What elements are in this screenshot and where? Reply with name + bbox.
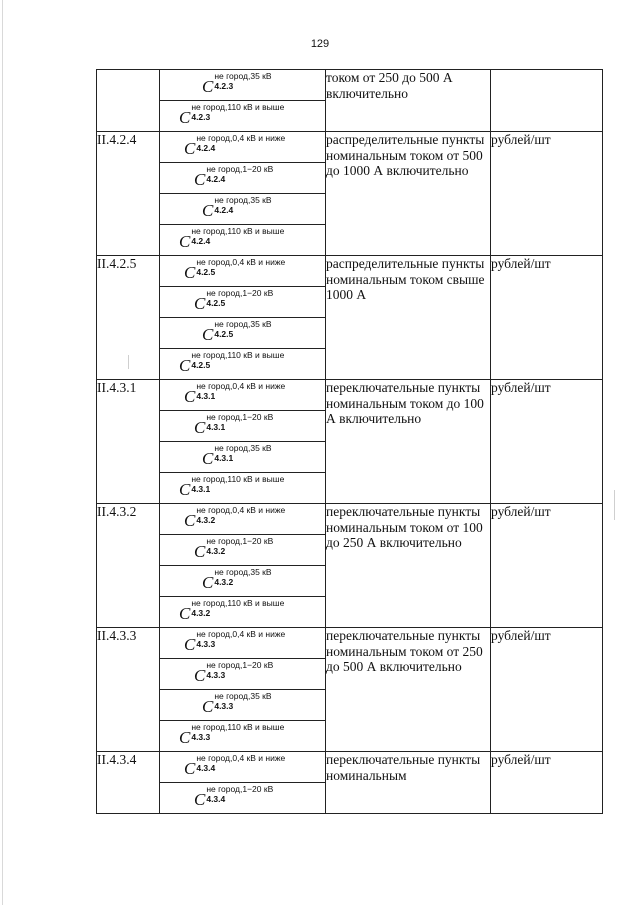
formula-superscript: не город,1−20 кВ <box>206 288 274 298</box>
scan-mark <box>614 490 615 520</box>
formula-scripts <box>191 350 284 370</box>
formula-scripts <box>214 319 271 339</box>
table-row <box>97 132 603 163</box>
scan-edge-line <box>2 0 3 905</box>
formula-superscript: не город,110 кВ и выше <box>191 226 285 236</box>
formula-superscript: не город,35 кВ <box>214 567 272 577</box>
formula-cell <box>160 318 326 349</box>
formula-subscript: 4.3.1 <box>191 484 211 494</box>
formula-symbol: C <box>179 232 191 251</box>
formula-subscript: 4.2.5 <box>206 298 226 308</box>
formula-scripts <box>206 164 273 184</box>
formula-symbol: C <box>184 263 196 282</box>
formula-superscript: не город,35 кВ <box>214 443 272 453</box>
formula-symbol: C <box>194 170 206 189</box>
formula <box>160 597 325 627</box>
formula-superscript: не город,0,4 кВ и ниже <box>196 505 286 515</box>
formula-symbol: C <box>184 635 196 654</box>
formula-scripts <box>191 598 284 618</box>
formula-scripts <box>214 195 271 215</box>
formula-symbol: C <box>184 511 196 530</box>
row-code <box>97 70 160 132</box>
formula-subscript: 4.2.3 <box>191 112 211 122</box>
formula <box>160 659 325 689</box>
row-code: II.4.3.4 <box>97 752 160 814</box>
formula-subscript: 4.3.2 <box>196 515 216 525</box>
formula-symbol: C <box>179 356 191 375</box>
table-row <box>97 70 603 101</box>
row-description: распределительные пункты номинальным током от 500 до 1000 А включительно <box>326 132 491 256</box>
formula-cell <box>160 783 326 814</box>
formula <box>160 783 325 813</box>
formula-symbol: C <box>179 604 191 623</box>
formula-superscript: не город,0,4 кВ и ниже <box>196 257 286 267</box>
formula-subscript: 4.2.5 <box>191 360 211 370</box>
formula-subscript: 4.3.4 <box>206 794 226 804</box>
formula <box>160 473 325 503</box>
formula-superscript: не город,0,4 кВ и ниже <box>196 753 286 763</box>
formula-superscript: не город,1−20 кВ <box>206 412 274 422</box>
formula-subscript: 4.2.3 <box>214 81 234 91</box>
row-code: II.4.3.3 <box>97 628 160 752</box>
formula-scripts <box>196 629 285 649</box>
formula <box>160 752 325 782</box>
formula-symbol: C <box>202 201 214 220</box>
formula-superscript: не город,110 кВ и выше <box>191 350 285 360</box>
formula-scripts <box>191 102 284 122</box>
formula-subscript: 4.3.2 <box>214 577 234 587</box>
row-description: распределительные пункты номинальным током свыше 1000 А <box>326 256 491 380</box>
row-unit: рублей/шт <box>491 504 603 628</box>
formula <box>160 101 325 131</box>
row-description: переключательные пункты номинальным <box>326 752 491 814</box>
row-code: II.4.2.4 <box>97 132 160 256</box>
formula-scripts <box>196 257 285 277</box>
formula-symbol: C <box>194 418 206 437</box>
formula-cell <box>160 721 326 752</box>
formula-scripts <box>191 474 284 494</box>
formula-cell <box>160 690 326 721</box>
formula-subscript: 4.2.5 <box>214 329 234 339</box>
tariff-table <box>96 69 603 814</box>
formula <box>160 442 325 472</box>
formula-superscript: не город,0,4 кВ и ниже <box>196 381 286 391</box>
formula-subscript: 4.3.2 <box>191 608 211 618</box>
formula-superscript: не город,35 кВ <box>214 691 272 701</box>
row-description: переключательные пункты номинальным током от 100 до 250 А включительно <box>326 504 491 628</box>
formula-scripts <box>214 71 271 91</box>
formula-scripts <box>206 784 273 804</box>
formula-subscript: 4.3.3 <box>206 670 226 680</box>
table-row <box>97 628 603 659</box>
formula-cell <box>160 411 326 442</box>
formula-subscript: 4.3.1 <box>196 391 216 401</box>
formula-symbol: C <box>179 728 191 747</box>
formula-symbol: C <box>179 480 191 499</box>
formula-superscript: не город,1−20 кВ <box>206 784 274 794</box>
formula-subscript: 4.2.4 <box>214 205 234 215</box>
formula-scripts <box>196 381 285 401</box>
formula-scripts <box>191 226 284 246</box>
formula <box>160 194 325 224</box>
formula <box>160 628 325 658</box>
formula-symbol: C <box>202 449 214 468</box>
formula-symbol: C <box>194 666 206 685</box>
formula-subscript: 4.3.3 <box>191 732 211 742</box>
formula-cell <box>160 535 326 566</box>
formula-symbol: C <box>194 790 206 809</box>
formula <box>160 566 325 596</box>
row-unit: рублей/шт <box>491 752 603 814</box>
formula-scripts <box>206 660 273 680</box>
formula-symbol: C <box>194 294 206 313</box>
formula-cell <box>160 132 326 163</box>
formula-superscript: не город,110 кВ и выше <box>191 474 285 484</box>
formula <box>160 318 325 348</box>
formula-subscript: 4.3.1 <box>214 453 234 463</box>
row-unit: рублей/шт <box>491 132 603 256</box>
formula <box>160 411 325 441</box>
formula-symbol: C <box>202 325 214 344</box>
row-code: II.4.2.5 <box>97 256 160 380</box>
row-code: II.4.3.1 <box>97 380 160 504</box>
formula <box>160 70 325 100</box>
formula-cell <box>160 225 326 256</box>
formula <box>160 535 325 565</box>
formula-scripts <box>196 133 285 153</box>
formula-cell <box>160 349 326 380</box>
table-row <box>97 380 603 411</box>
formula-scripts <box>206 536 273 556</box>
formula-cell <box>160 70 326 101</box>
formula-scripts <box>214 567 271 587</box>
formula-symbol: C <box>202 77 214 96</box>
formula <box>160 349 325 379</box>
row-description: переключательные пункты номинальным током от 250 до 500 А включительно <box>326 628 491 752</box>
formula-cell <box>160 101 326 132</box>
formula <box>160 132 325 162</box>
formula-cell <box>160 442 326 473</box>
formula-subscript: 4.2.4 <box>206 174 226 184</box>
formula-cell <box>160 163 326 194</box>
formula-cell <box>160 566 326 597</box>
formula-scripts <box>214 691 271 711</box>
formula-cell <box>160 504 326 535</box>
formula-symbol: C <box>202 697 214 716</box>
formula <box>160 225 325 255</box>
table-row <box>97 256 603 287</box>
formula-superscript: не город,35 кВ <box>214 319 272 329</box>
formula-cell <box>160 473 326 504</box>
page-number: 129 <box>310 38 330 50</box>
formula-subscript: 4.3.3 <box>196 639 216 649</box>
formula-scripts <box>196 505 285 525</box>
formula-superscript: не город,0,4 кВ и ниже <box>196 629 286 639</box>
formula-cell <box>160 752 326 783</box>
formula-scripts <box>206 412 273 432</box>
formula-cell <box>160 659 326 690</box>
formula-cell <box>160 256 326 287</box>
formula-cell <box>160 380 326 411</box>
formula-symbol: C <box>184 387 196 406</box>
formula-symbol: C <box>179 108 191 127</box>
formula <box>160 287 325 317</box>
formula-subscript: 4.2.5 <box>196 267 216 277</box>
table-row <box>97 504 603 535</box>
formula-symbol: C <box>202 573 214 592</box>
formula-cell <box>160 194 326 225</box>
formula-superscript: не город,110 кВ и выше <box>191 102 285 112</box>
formula-scripts <box>214 443 271 463</box>
formula-superscript: не город,110 кВ и выше <box>191 598 285 608</box>
formula-cell <box>160 628 326 659</box>
formula-subscript: 4.2.4 <box>191 236 211 246</box>
formula-cell <box>160 597 326 628</box>
row-unit <box>491 70 603 132</box>
row-unit: рублей/шт <box>491 380 603 504</box>
row-unit: рублей/шт <box>491 256 603 380</box>
formula <box>160 163 325 193</box>
formula-cell <box>160 287 326 318</box>
formula-superscript: не город,1−20 кВ <box>206 660 274 670</box>
formula-scripts <box>196 753 285 773</box>
formula-superscript: не город,35 кВ <box>214 195 272 205</box>
formula-subscript: 4.3.1 <box>206 422 226 432</box>
row-description: током от 250 до 500 А включительно <box>326 70 491 132</box>
formula-scripts <box>191 722 284 742</box>
formula-superscript: не город,110 кВ и выше <box>191 722 285 732</box>
formula <box>160 256 325 286</box>
row-code: II.4.3.2 <box>97 504 160 628</box>
formula-symbol: C <box>194 542 206 561</box>
formula-symbol: C <box>184 139 196 158</box>
formula-superscript: не город,0,4 кВ и ниже <box>196 133 286 143</box>
formula <box>160 504 325 534</box>
formula-subscript: 4.3.4 <box>196 763 216 773</box>
formula <box>160 690 325 720</box>
formula-superscript: не город,1−20 кВ <box>206 164 274 174</box>
row-unit: рублей/шт <box>491 628 603 752</box>
formula-superscript: не город,1−20 кВ <box>206 536 274 546</box>
formula <box>160 721 325 751</box>
formula-symbol: C <box>184 759 196 778</box>
formula-subscript: 4.3.3 <box>214 701 234 711</box>
formula-scripts <box>206 288 273 308</box>
table-row <box>97 752 603 783</box>
row-description: переключательные пункты номинальным током до 100 А включительно <box>326 380 491 504</box>
formula-subscript: 4.2.4 <box>196 143 216 153</box>
formula <box>160 380 325 410</box>
formula-subscript: 4.3.2 <box>206 546 226 556</box>
formula-superscript: не город,35 кВ <box>214 71 272 81</box>
